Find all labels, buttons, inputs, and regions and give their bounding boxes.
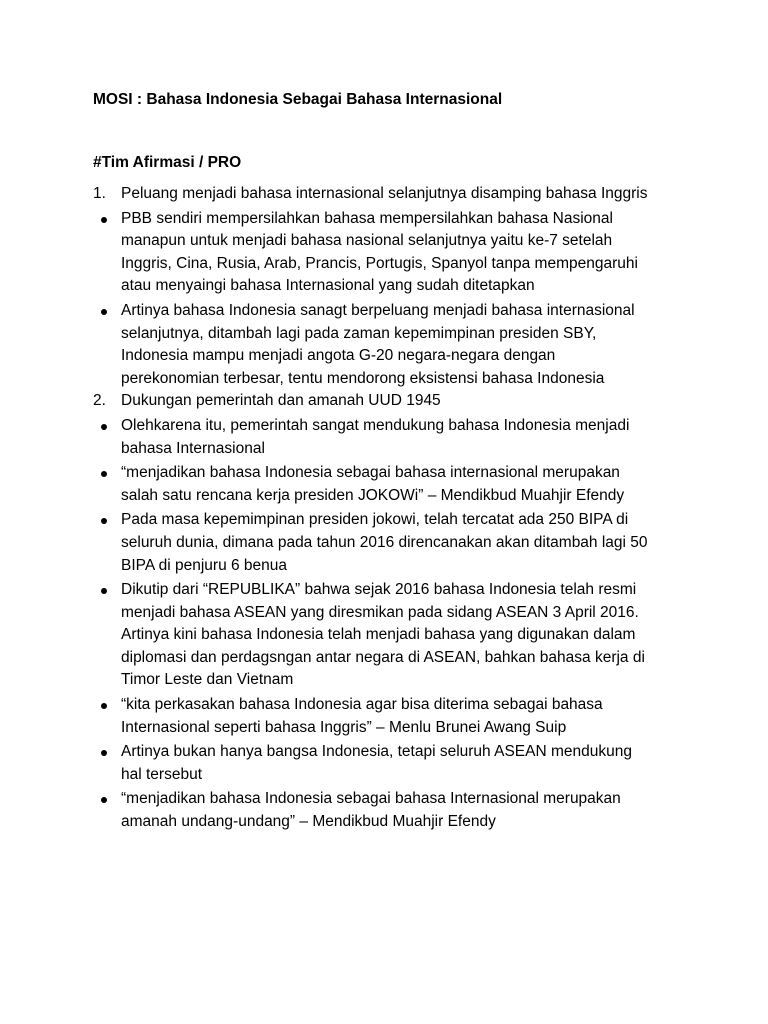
list-item — [93, 694, 693, 739]
bullet-icon — [101, 588, 107, 594]
bullet-icon — [101, 217, 107, 223]
list-item — [93, 208, 693, 298]
list-item — [93, 509, 693, 577]
bullet-icon — [101, 424, 107, 430]
bullet-text: “menjadikan bahasa Indonesia sebagai bahasa internasional merupakan salah satu rencana kerja presiden JOKOWi” – Mendikbud Muahjir Efendy — [121, 464, 625, 504]
bullet-icon — [101, 471, 107, 477]
bullet-icon — [101, 750, 107, 756]
bullet-text: Olehkarena itu, pemerintah sangat mendukung bahasa Indonesia menjadi bahasa Internasional — [121, 416, 630, 457]
list-item — [93, 788, 693, 833]
section-heading: #Tim Afirmasi / PRO — [93, 154, 242, 171]
bullet-text: Pada masa kepemimpinan presiden jokowi, telah tercatat ada 250 BIPA di seluruh dunia, dimana pada tahun 2016 direncanakan akan ditambah lagi 50 BIPA di penjuru 6 benua — [121, 511, 648, 574]
list-item — [93, 462, 693, 507]
bullet-list — [93, 208, 693, 391]
bullet-text: “kita perkasakan bahasa Indonesia agar bisa diterima sebagai bahasa Internasional seperti bahasa Inggris” – Menlu Brunei Awang Suip — [121, 696, 603, 736]
bullet-text: PBB sendiri mempersilahkan bahasa mempersilahkan bahasa Nasional manapun untuk menjadi bahasa nasional selanjutnya yaitu ke-7 setelah Inggris, Cina, Rusia, Arab, Prancis, Portugis, Spanyol tanpa mempengaruhi atau menyaingi bahasa Internasional yang sudah ditetapkan — [121, 209, 638, 295]
item-number: 1. — [93, 185, 106, 202]
item-text: Dukungan pemerintah dan amanah UUD 1945 — [121, 392, 441, 410]
numbered-item — [93, 390, 693, 833]
bullet-list — [93, 415, 693, 834]
bullet-icon — [101, 518, 107, 524]
item-number: 2. — [93, 392, 106, 410]
list-item — [93, 579, 693, 692]
bullet-text: Dikutip dari “REPUBLIKA” bahwa sejak 2016 bahasa Indonesia telah resmi menjadi bahasa ASEAN yang diresmikan pada sidang ASEAN 3 April 2016. Artinya kini bahasa Indonesia telah menjadi bahasa yang digunakan dalam diplomasi dan perdagsngan antar negara di ASEAN, bahkan bahasa kerja di Timor Leste dan Vietnam — [121, 581, 645, 689]
bullet-text: Artinya bukan hanya bangsa Indonesia, tetapi seluruh ASEAN mendukung hal tersebut — [121, 743, 632, 783]
bullet-icon — [101, 309, 107, 315]
bullet-icon — [101, 703, 107, 709]
numbered-item — [93, 183, 693, 390]
bullet-icon — [101, 797, 107, 803]
page-title: MOSI : Bahasa Indonesia Sebagai Bahasa Internasional — [93, 91, 503, 108]
list-item — [93, 300, 693, 390]
bullet-text: “menjadikan bahasa Indonesia sebagai bahasa Internasional merupakan amanah undang-undang” – Mendikbud Muahjir Efendy — [121, 790, 621, 831]
numbered-list — [93, 183, 693, 834]
list-item — [93, 741, 693, 786]
list-item — [93, 415, 693, 460]
bullet-text: Artinya bahasa Indonesia sanagt berpeluang menjadi bahasa internasional selanjutnya, ditambah lagi pada zaman kepemimpinan presiden SBY, Indonesia mampu menjadi angota G-20 negara-negara dengan perekonomian terbesar, tentu mendorong eksistensi bahasa Indonesia — [121, 301, 635, 387]
item-text: Peluang menjadi bahasa internasional selanjutnya disamping bahasa Inggris — [121, 185, 648, 202]
